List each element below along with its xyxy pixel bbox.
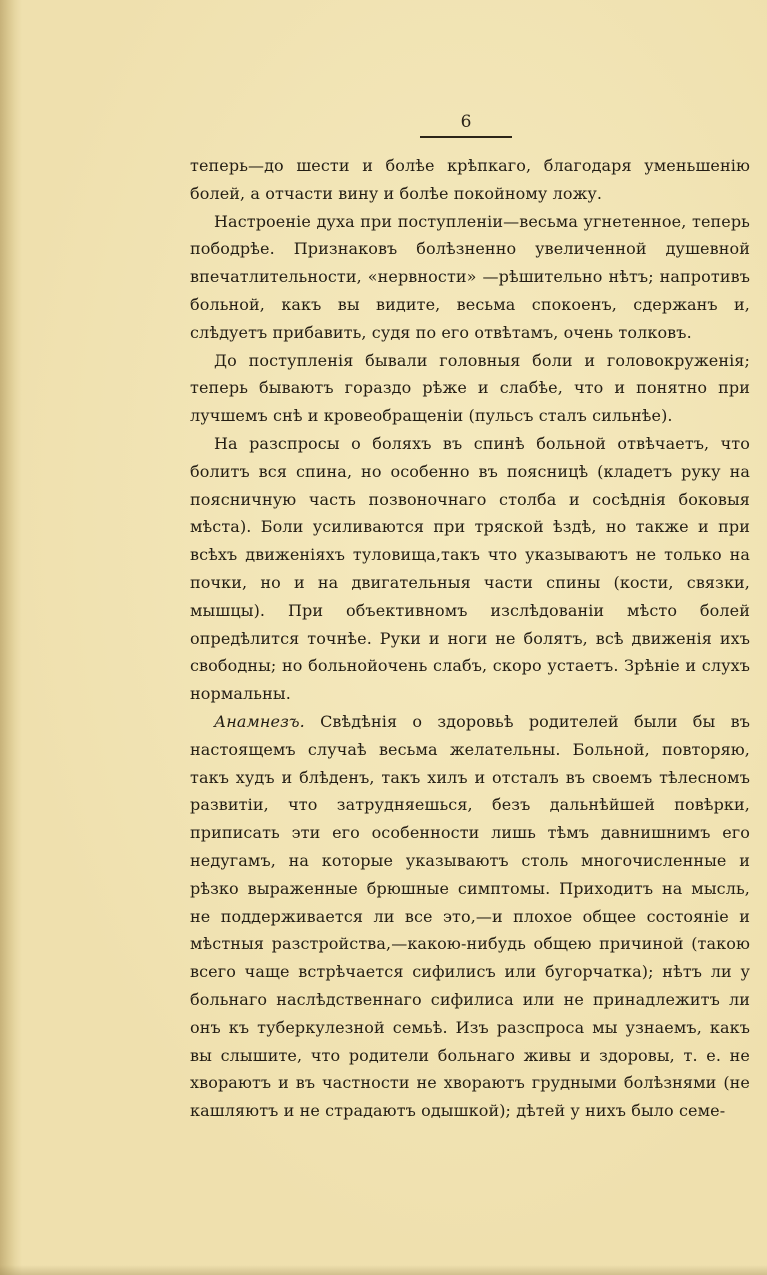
paragraph-5-text: Свѣдѣнія о здоровьѣ родителей были бы въ настоящемъ случаѣ весьма желательны. Больной, повторяю, такъ худъ и блѣденъ, такъ хилъ и отсталъ въ своемъ тѣлесномъ развитіи, что затрудняешься, безъ дальнѣйшей повѣрки, приписать эти его особенности лишь тѣмъ давнишнимъ его недугамъ, на которые указываютъ столь многочисленные и рѣзко выраженные брюшные симптомы. Приходитъ на мысль, не поддерживается ли все это,—и плохое общее состояніе и мѣстныя разстройства,—какою-нибудь общею причиной (такою всего чаще встрѣчается сифилисъ или бугорчатка); нѣтъ ли у больнаго наслѣдственнаго сифилиса или не принадлежитъ ли онъ къ туберкулезной семьѣ. Изъ разспроса мы узнаемъ, какъ вы слышите, что родители больнаго живы и здоровы, т. е. не хвораютъ и въ частности не хвораютъ грудными болѣзнями (не кашляютъ и не страдаютъ одышкой); дѣтей у нихъ было семе- — [190, 711, 750, 1121]
page-number-rule — [420, 136, 512, 138]
page-number: 6 — [460, 112, 472, 132]
section-heading-anamnesis: Анамнезъ. — [214, 711, 305, 731]
paragraph-4: На разспросы о боляхъ въ спинѣ больной отвѣчаетъ, что болитъ вся спина, но особенно въ поясницѣ (кладетъ руку на поясничную часть позвоночнаго столба и сосѣднія боковыя мѣста). Боли усиливаются при тряской ѣздѣ, но также и при всѣхъ движеніяхъ туловища,такъ что указываютъ не только на почки, но и на двигательныя части спины (кости, связки, мышцы). При объективномъ изслѣдованіи мѣсто болей опредѣлится точнѣе. Руки и ноги не болятъ, всѣ движенія ихъ свободны; но больнойочень слабъ, скоро устаетъ. Зрѣніе и слухъ нормальны. — [190, 433, 750, 704]
paragraph-2: Настроеніе духа при поступленіи—весьма угнетенное, теперь пободрѣе. Признаковъ болѣзненно увеличенной душевной впечатлительности, «нервности» —рѣшительно нѣтъ; напротивъ больной, какъ вы видите, весьма спокоенъ, сдержанъ и, слѣдуетъ прибавить, судя по его отвѣтамъ, очень толковъ. — [190, 211, 750, 342]
body-text — [190, 152, 750, 1125]
paragraph-3: До поступленія бывали головныя боли и головокруженія; теперь бываютъ гораздо рѣже и слабѣе, что и понятно при лучшемъ снѣ и кровеобращеніи (пульсъ сталъ сильнѣе). — [190, 350, 750, 426]
page-bottom-edge — [0, 1265, 767, 1275]
paragraph-1: теперь—до шести и болѣе крѣпкаго, благодаря уменьшенію болей, а отчасти вину и болѣе покойному ложу. — [190, 156, 750, 203]
page-binding-shadow — [0, 0, 22, 1275]
paragraph-5 — [190, 708, 750, 1125]
